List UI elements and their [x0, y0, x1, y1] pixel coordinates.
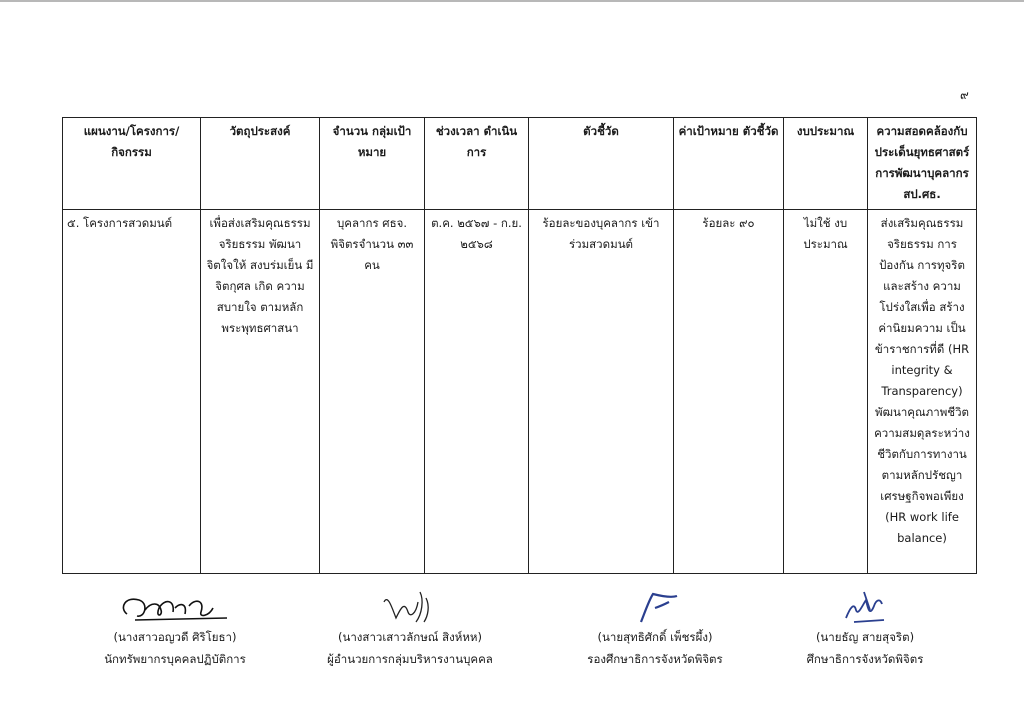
table-header-row — [63, 118, 977, 210]
signer-name-3: (นายสุทธิศักดิ์ เพ็ชรผึ้ง) — [597, 630, 713, 644]
signer-name-4: (นายธัญ สายสุจริต) — [815, 630, 915, 644]
handwritten-signature-3 — [615, 588, 695, 626]
cell-strategy-alignment: ส่งเสริมคุณธรรม จริยธรรม การ ป้องกัน การทุจริต และสร้าง ความ โปร่งใสเพื่อ สร้าง ค่านิยมความ เป็น ข้าราชการที่ดี (HR integrity & Transparency) พัฒนาคุณภาพชีวิต ความสมดุลระหว่าง ชีวิตกับการทางาน ตามหลักปรัชญา เศรษฐกิจพอเพียง (HR work life balance) — [868, 210, 977, 574]
header-target-value: ค่าเป้าหมาย ตัวชี้วัด — [674, 118, 784, 210]
header-target-group: จำนวน กลุ่มเป้าหมาย — [320, 118, 425, 210]
header-objective: วัตถุประสงค์ — [201, 118, 320, 210]
handwritten-signature-1 — [115, 588, 235, 626]
signer-position-4: ศึกษาธิการจังหวัดพิจิตร — [806, 652, 924, 666]
signature-block-4 — [775, 588, 955, 670]
project-plan-table — [62, 117, 977, 574]
signer-position-2: ผู้อำนวยการกลุ่มบริหารงานบุคคล — [327, 652, 493, 666]
header-project: แผนงาน/โครงการ/ กิจกรรม — [63, 118, 201, 210]
page-number: ๙ — [960, 88, 969, 102]
signer-position-3: รองศึกษาธิการจังหวัดพิจิตร — [587, 652, 723, 666]
signature-block-1 — [70, 588, 280, 670]
page-top-border — [0, 0, 1024, 2]
cell-budget: ไม่ใช้ งบประมาณ — [784, 210, 868, 574]
signer-name-1: (นางสาวอญวดี ศิริโยธา) — [113, 630, 237, 644]
header-strategy-alignment: ความสอดคล้องกับ ประเด็นยุทธศาสตร์ การพัฒนาบุคลากร สป.ศธ. — [868, 118, 977, 210]
cell-target-group: บุคลากร ศธจ. พิจิตรจำนวน ๓๓ คน — [320, 210, 425, 574]
cell-period: ต.ค. ๒๕๖๗ - ก.ย. ๒๕๖๘ — [425, 210, 529, 574]
signature-block-3 — [555, 588, 755, 670]
signer-position-1: นักทรัพยากรบุคคลปฏิบัติการ — [104, 652, 246, 666]
cell-target-value: ร้อยละ ๙๐ — [674, 210, 784, 574]
signature-block-2 — [300, 588, 520, 670]
signer-name-2: (นางสาวเสาวลักษณ์ สิงห์หห) — [338, 630, 482, 644]
handwritten-signature-2 — [370, 588, 450, 626]
cell-indicator: ร้อยละของบุคลากร เข้าร่วมสวดมนต์ — [529, 210, 674, 574]
header-period: ช่วงเวลา ดำเนินการ — [425, 118, 529, 210]
handwritten-signature-4 — [830, 588, 900, 626]
header-budget: งบประมาณ — [784, 118, 868, 210]
cell-objective: เพื่อส่งเสริมคุณธรรม จริยธรรม พัฒนา จิตใจให้ สงบร่มเย็น มีจิตกุศล เกิด ความ สบายใจ ตามหลัก พระพุทธศาสนา — [201, 210, 320, 574]
cell-project: ๕. โครงการสวดมนต์ — [63, 210, 201, 574]
header-indicator: ตัวชี้วัด — [529, 118, 674, 210]
table-row — [63, 210, 977, 574]
